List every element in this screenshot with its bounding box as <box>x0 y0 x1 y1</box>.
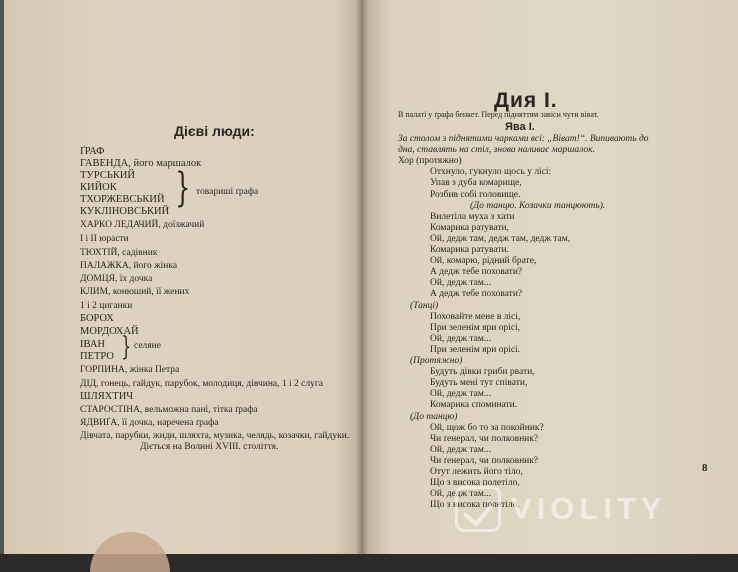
scene-line: дна, ставлять на стіл, знова наливає маршалок. <box>398 145 595 156</box>
scene-line: Що з висока полетіло. <box>430 500 520 511</box>
character-entry: БОРОХ <box>80 313 114 324</box>
character-entry: СТАРОСТІНА, вельможна пані, тітка ґрафа <box>80 405 258 415</box>
scene-line: Отхнуло, гукнуло щось у лісі: <box>430 167 552 178</box>
scene-line: Комарика споминати. <box>430 400 518 411</box>
scene-line: Ой, дедж там, дедж там, дедж там, <box>430 233 571 244</box>
character-entry: МОРДОХАЙ <box>80 326 139 337</box>
watermark-text: VIOLITY <box>511 491 667 526</box>
character-entry: КУКЛІНОВСЬКИЙ <box>80 206 170 217</box>
scene-line: (До танцю. Козачки танцюють). <box>470 200 606 211</box>
peasants-brace: } <box>121 332 132 362</box>
scene-line: Ой, комарю, рідний брате, <box>430 256 537 267</box>
scene-line: Ой, дедж там... <box>430 333 492 344</box>
dramatis-personae-title: Дієві люди: <box>174 123 255 139</box>
scene-line: Чи ґенерал, чи полковник? <box>430 455 539 466</box>
scene-line: Упав з дуба комарище, <box>430 178 522 189</box>
friends-brace: } <box>175 165 191 211</box>
character-entry: ДІД, гонець, гайдук, парубок, молодиця, дівчина, 1 і 2 слуга <box>80 379 323 389</box>
stage-note: В палаті у ґрафа бенкет. Перед підняттям завіси чути віват. <box>398 110 599 119</box>
scene-line: Ой, дедж там... <box>430 489 492 500</box>
friends-group-label: товариші ґрафа <box>196 187 259 197</box>
character-entry: ГОРПИНА, жінка Петра <box>80 365 180 375</box>
scene-line: Вилетіла муха з хати <box>430 211 515 222</box>
character-entry: ТУРСЬКИЙ <box>80 170 136 181</box>
peasants-group-label: селяне <box>134 341 161 351</box>
scene-line: (До танцю) <box>410 411 458 422</box>
watermark <box>455 484 705 534</box>
character-entry: КИЙОК <box>80 182 117 193</box>
scene-line: Комарика ратувати. <box>430 245 509 255</box>
act-title: Дия I. <box>494 89 558 112</box>
character-entry: ГАВЕНДА, його маршалок <box>80 158 202 169</box>
character-entry: I і II юрасти <box>80 234 129 244</box>
left-page <box>4 0 362 554</box>
scene-line: При зеленім яри орісі. <box>430 344 521 355</box>
scene-line: Отут лежить його тіло, <box>430 467 523 477</box>
scene-line: Ой, дедж там... <box>430 389 492 400</box>
character-entry: ҐРАФ <box>80 146 105 157</box>
character-entry: ПАЛАЖКА, його жінка <box>80 261 178 271</box>
character-entry: ХАРКО ЛЕДАЧИЙ, доїзжачий <box>80 220 205 230</box>
scene-line: А дедж тебе поховати? <box>430 267 523 278</box>
scene-line: Будуть мені тут співати, <box>430 378 528 389</box>
setting-line: Діється на Волині XVIII. століття. <box>140 442 279 452</box>
scene-line: Чи ґенерал, чи полковник? <box>430 433 539 444</box>
character-entry: ІВАН <box>80 339 106 350</box>
character-entry: 1 і 2 циганки <box>80 301 133 311</box>
character-entry: ДОМЦЯ, їх дочка <box>80 274 153 284</box>
scene-line: Ой, дедж там... <box>430 444 492 455</box>
character-entry: ШЛЯХТИЧ <box>80 391 134 402</box>
character-entry: Дівчата, парубки, жиди, шляхта, музика, челядь, козачки, гайдуки. <box>80 431 350 441</box>
character-entry: КЛИМ, конюший, її жених <box>80 287 190 297</box>
scene-line: Поховайте мене в лісі, <box>430 311 521 322</box>
scene-line: (Танці) <box>410 300 439 311</box>
scene-line: При зеленім яри орісі, <box>430 322 521 333</box>
scene-line: (Протяжно) <box>410 356 463 366</box>
scene-line: А дедж тебе поховати? <box>430 289 523 300</box>
character-entry: ЯДВИҐА, її дочка, наречена ґрафа <box>80 418 219 428</box>
character-entry: ПЕТРО <box>80 351 114 362</box>
scene-line: Ой, дедж там... <box>430 278 492 289</box>
character-entry: ТЮХТІЙ, садівник <box>80 248 158 258</box>
scene-line: Хор (протяжно) <box>398 156 462 167</box>
scene-title: Ява I. <box>505 121 535 133</box>
right-page <box>362 0 738 554</box>
scene-line: Розбив собі головище. <box>430 189 521 200</box>
checkmark-logo-icon <box>455 486 501 532</box>
scene-line: Комарика ратувати, <box>430 222 509 233</box>
character-entry: ТХОРЖЕВСЬКИЙ <box>80 194 165 205</box>
scene-line: Будуть дівки гриби рвати, <box>430 367 535 378</box>
scene-line: За столом з піднятими чарками всі: „Віват!“. Випивають до <box>398 134 649 144</box>
page-number: 8 <box>702 462 708 474</box>
scene-line: Що з висока полетіло, <box>430 478 520 489</box>
scene-line: Ой, щож бо то за покойник? <box>430 422 544 433</box>
book-spine <box>356 0 368 554</box>
